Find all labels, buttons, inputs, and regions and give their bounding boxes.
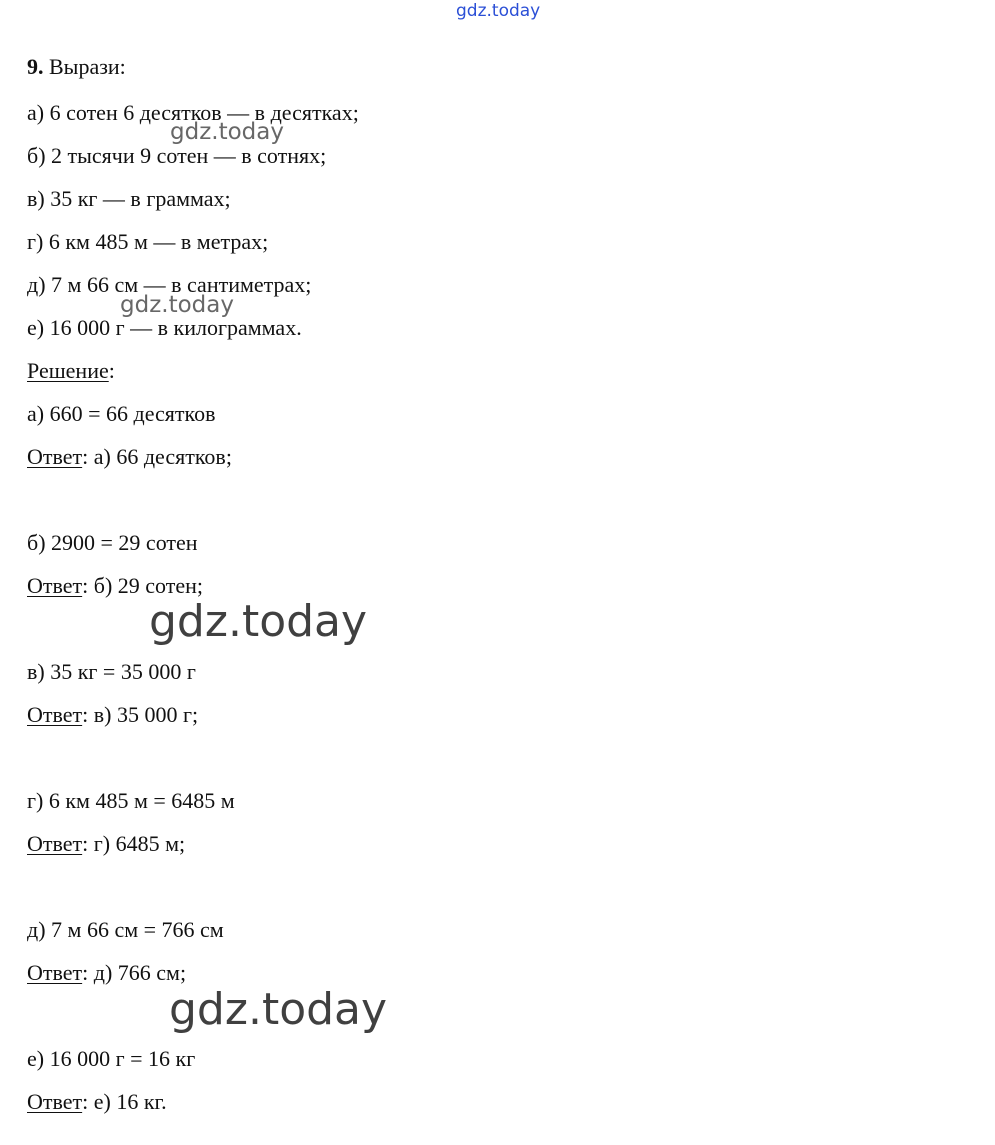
answer-text: а) 66 десятков;	[88, 444, 232, 469]
task-heading	[27, 54, 126, 80]
solution-heading-suffix: :	[108, 358, 115, 383]
answer-sep: :	[82, 831, 89, 856]
answer-text: д) 766 см;	[88, 960, 187, 985]
watermark-small: gdz.today	[170, 119, 284, 145]
task-item: г) 6 км 485 м — в метрах;	[27, 229, 269, 254]
task-item: в) 35 кг — в граммах;	[27, 186, 231, 211]
solution-step: а) 660 = 66 десятков	[27, 401, 216, 426]
answer-label: Ответ	[27, 573, 83, 598]
solution-step: д) 7 м 66 см = 766 см	[27, 917, 224, 942]
answer-text: б) 29 сотен;	[88, 573, 204, 598]
answer-sep: :	[82, 573, 89, 598]
answer-label: Ответ	[27, 1089, 83, 1114]
watermark-small: gdz.today	[120, 292, 234, 318]
answer-line	[27, 573, 203, 599]
answer-label: Ответ	[27, 444, 83, 469]
answer-sep: :	[82, 444, 89, 469]
answer-sep: :	[82, 1089, 89, 1114]
answer-text: г) 6485 м;	[88, 831, 186, 856]
answer-label: Ответ	[27, 960, 83, 985]
answer-text: в) 35 000 г;	[88, 702, 199, 727]
task-number: 9.	[27, 54, 44, 79]
solution-heading	[27, 358, 115, 384]
watermark-large: gdz.today	[149, 596, 368, 647]
task-item: а) 6 сотен 6 десятков — в десятках;	[27, 100, 359, 125]
answer-sep: :	[82, 702, 89, 727]
solution-step: е) 16 000 г = 16 кг	[27, 1046, 196, 1071]
answer-line	[27, 960, 186, 986]
answer-label: Ответ	[27, 702, 83, 727]
solution-heading-label: Решение	[27, 358, 109, 383]
task-item: д) 7 м 66 см — в сантиметрах;	[27, 272, 312, 297]
task-item: б) 2 тысячи 9 сотен — в сотнях;	[27, 143, 327, 168]
answer-sep: :	[82, 960, 89, 985]
answer-line	[27, 702, 198, 728]
answer-text: е) 16 кг.	[88, 1089, 167, 1114]
task-title: Вырази:	[49, 54, 126, 79]
task-item: е) 16 000 г — в килограммах.	[27, 315, 302, 340]
answer-line	[27, 444, 232, 470]
answer-line	[27, 1089, 167, 1115]
answer-label: Ответ	[27, 831, 83, 856]
answer-line	[27, 831, 185, 857]
watermark-large: gdz.today	[169, 984, 388, 1035]
solution-step: б) 2900 = 29 сотен	[27, 530, 198, 555]
solution-step: г) 6 км 485 м = 6485 м	[27, 788, 235, 813]
solution-step: в) 35 кг = 35 000 г	[27, 659, 196, 684]
watermark-top: gdz.today	[456, 1, 541, 21]
